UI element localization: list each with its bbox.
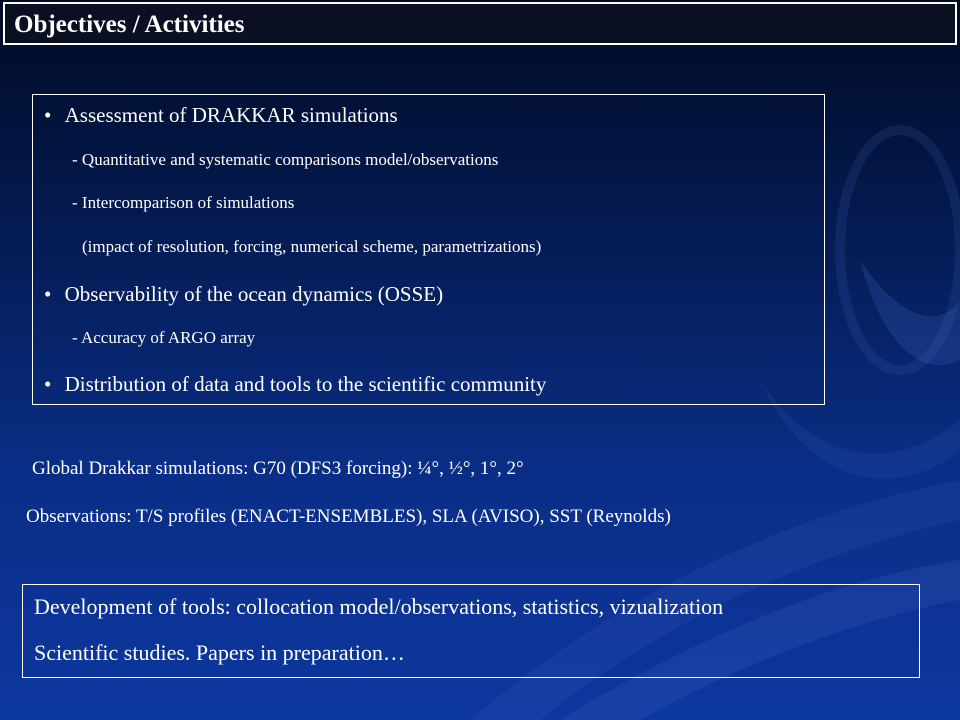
checkmark-item [34, 594, 723, 620]
bullet-text: Assessment of DRAKKAR simulations [64, 103, 398, 127]
sub-item: - Intercomparison of simulations [72, 193, 295, 212]
bullet-glyph: • [44, 282, 52, 306]
bullet-glyph: • [44, 372, 52, 396]
arrow-item-text: Global Drakkar simulations: G70 (DFS3 forcing): ¼°, ½°, 1°, 2° [32, 458, 524, 479]
slide-title: Objectives / Activities [14, 11, 245, 38]
title-bar [3, 2, 957, 45]
arrow-item [26, 506, 671, 528]
sub-item: (impact of resolution, forcing, numerical scheme, parametrizations) [82, 237, 542, 256]
arrow-item [26, 458, 524, 480]
bullet-glyph: • [44, 103, 52, 127]
bullet-item [44, 372, 546, 397]
arrow-item-text: Observations: T/S profiles (ENACT-ENSEMBLES), SLA (AVISO), SST (Reynolds) [26, 506, 671, 527]
checkmark-item [34, 640, 405, 666]
checkmark-item-text: Development of tools: collocation model/observations, statistics, vizualization [34, 594, 724, 619]
sub-item: - Quantitative and systematic comparisons model/observations [72, 150, 499, 169]
bullet-item [44, 103, 398, 128]
bullet-text: Observability of the ocean dynamics (OSSE) [64, 282, 444, 306]
bullet-item [44, 282, 443, 307]
bullet-text: Distribution of data and tools to the scientific community [64, 372, 547, 396]
sub-item: - Accuracy of ARGO array [72, 328, 256, 347]
checkmark-item-text: Scientific studies. Papers in preparation… [34, 640, 405, 665]
